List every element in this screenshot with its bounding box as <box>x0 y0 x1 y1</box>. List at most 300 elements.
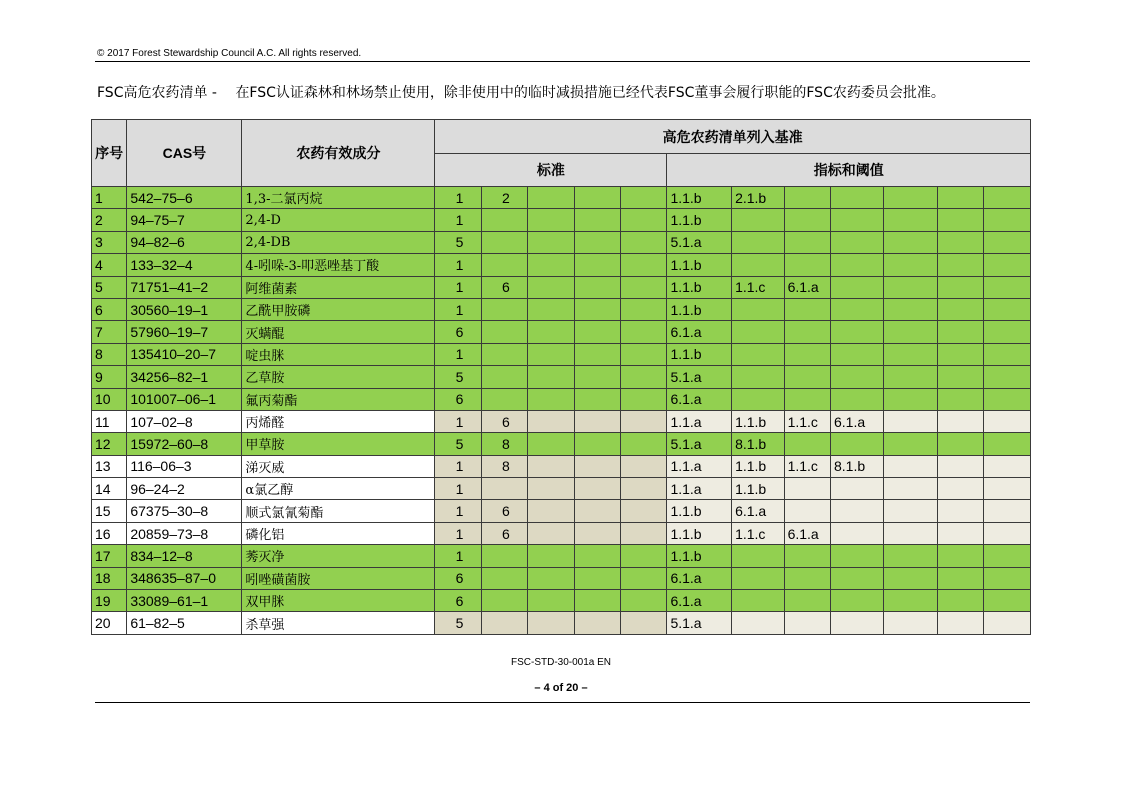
ingredient-name: 莠灭净 <box>242 545 435 567</box>
ingredient-name: 啶虫脒 <box>242 343 435 365</box>
standard-cell <box>621 298 667 320</box>
standard-cell <box>528 276 574 298</box>
standard-cell <box>574 343 620 365</box>
indicator-cell <box>938 231 984 253</box>
standard-cell <box>574 298 620 320</box>
indicator-cell <box>732 321 785 343</box>
standard-cell <box>574 366 620 388</box>
table-row <box>92 187 1031 209</box>
indicator-cell <box>984 187 1031 209</box>
indicator-cell: 1.1.b <box>667 276 732 298</box>
table-row <box>92 343 1031 365</box>
indicator-cell: 1.1.c <box>784 410 830 432</box>
standard-cell <box>621 231 667 253</box>
indicator-cell <box>938 545 984 567</box>
table-row <box>92 298 1031 320</box>
indicator-cell: 1.1.b <box>732 478 785 500</box>
standard-cell <box>621 343 667 365</box>
standard-cell <box>621 545 667 567</box>
indicator-cell <box>831 231 884 253</box>
indicator-cell: 6.1.a <box>784 522 830 544</box>
standard-cell <box>528 590 574 612</box>
indicator-cell <box>883 187 938 209</box>
indicator-cell: 8.1.b <box>732 433 785 455</box>
indicator-cell: 1.1.a <box>667 478 732 500</box>
standard-cell: 6 <box>481 522 527 544</box>
table-row <box>92 231 1031 253</box>
indicator-cell <box>938 478 984 500</box>
indicator-cell <box>938 298 984 320</box>
standard-cell <box>621 500 667 522</box>
cas-number: 34256–82–1 <box>127 366 242 388</box>
standard-cell <box>574 187 620 209</box>
standard-cell: 1 <box>435 545 481 567</box>
indicator-cell: 1.1.b <box>667 187 732 209</box>
indicator-cell <box>938 612 984 634</box>
cas-number: 135410–20–7 <box>127 343 242 365</box>
indicator-cell <box>831 522 884 544</box>
indicator-cell <box>831 612 884 634</box>
indicator-cell <box>831 545 884 567</box>
indicator-cell <box>831 254 884 276</box>
indicator-cell <box>984 321 1031 343</box>
row-number: 20 <box>92 612 127 634</box>
row-number: 11 <box>92 410 127 432</box>
standard-cell <box>574 478 620 500</box>
indicator-cell: 8.1.b <box>831 455 884 477</box>
standard-cell <box>574 231 620 253</box>
indicator-cell <box>984 545 1031 567</box>
standard-cell: 1 <box>435 298 481 320</box>
document-code: FSC-STD-30-001a EN <box>510 657 612 668</box>
header-criteria-group: 高危农药清单列入基准 <box>435 120 1031 154</box>
indicator-cell <box>883 410 938 432</box>
standard-cell <box>574 388 620 410</box>
cas-number: 116–06–3 <box>127 455 242 477</box>
indicator-cell <box>938 187 984 209</box>
indicator-cell <box>831 366 884 388</box>
ingredient-name: 2,4-D <box>242 209 435 231</box>
indicator-cell <box>732 567 785 589</box>
table-row <box>92 366 1031 388</box>
indicator-cell <box>883 209 938 231</box>
indicator-cell <box>784 478 830 500</box>
indicator-cell <box>784 433 830 455</box>
standard-cell: 1 <box>435 500 481 522</box>
cas-number: 94–75–7 <box>127 209 242 231</box>
standard-cell <box>481 366 527 388</box>
footer-divider <box>95 702 1030 703</box>
indicator-cell <box>938 276 984 298</box>
indicator-cell <box>784 187 830 209</box>
indicator-cell: 1.1.c <box>784 455 830 477</box>
indicator-cell: 1.1.b <box>667 209 732 231</box>
indicator-cell <box>831 590 884 612</box>
cas-number: 67375–30–8 <box>127 500 242 522</box>
standard-cell <box>621 388 667 410</box>
indicator-cell <box>984 478 1031 500</box>
standard-cell <box>621 522 667 544</box>
standard-cell <box>621 567 667 589</box>
indicator-cell: 5.1.a <box>667 231 732 253</box>
indicator-cell <box>883 343 938 365</box>
row-number: 5 <box>92 276 127 298</box>
standard-cell <box>621 187 667 209</box>
indicator-cell <box>784 321 830 343</box>
indicator-cell <box>938 522 984 544</box>
indicator-cell <box>883 455 938 477</box>
standard-cell <box>621 321 667 343</box>
indicator-cell <box>732 254 785 276</box>
indicator-cell <box>831 276 884 298</box>
standard-cell <box>528 343 574 365</box>
indicator-cell <box>784 612 830 634</box>
standard-cell <box>528 545 574 567</box>
indicator-cell <box>984 366 1031 388</box>
ingredient-name: 乙草胺 <box>242 366 435 388</box>
ingredient-name: 2,4-DB <box>242 231 435 253</box>
standard-cell <box>528 433 574 455</box>
indicator-cell <box>883 388 938 410</box>
indicator-cell <box>883 567 938 589</box>
indicator-cell <box>938 590 984 612</box>
standard-cell <box>621 478 667 500</box>
row-number: 8 <box>92 343 127 365</box>
standard-cell: 1 <box>435 522 481 544</box>
standard-cell <box>481 254 527 276</box>
table-row <box>92 478 1031 500</box>
cas-number: 30560–19–1 <box>127 298 242 320</box>
standard-cell <box>528 366 574 388</box>
indicator-cell <box>984 455 1031 477</box>
cas-number: 33089–61–1 <box>127 590 242 612</box>
standard-cell <box>481 231 527 253</box>
standard-cell <box>528 298 574 320</box>
indicator-cell <box>732 612 785 634</box>
standard-cell <box>528 612 574 634</box>
table-row <box>92 254 1031 276</box>
standard-cell <box>481 590 527 612</box>
indicator-cell <box>831 388 884 410</box>
indicator-cell <box>938 567 984 589</box>
ingredient-name: 1,3-二氯丙烷 <box>242 187 435 209</box>
standard-cell: 5 <box>435 612 481 634</box>
standard-cell <box>574 433 620 455</box>
indicator-cell <box>831 209 884 231</box>
cas-number: 834–12–8 <box>127 545 242 567</box>
standard-cell <box>621 433 667 455</box>
indicator-cell <box>732 590 785 612</box>
indicator-cell <box>938 455 984 477</box>
standard-cell <box>528 455 574 477</box>
indicator-cell <box>831 187 884 209</box>
indicator-cell <box>883 254 938 276</box>
standard-cell: 1 <box>435 276 481 298</box>
cas-number: 57960–19–7 <box>127 321 242 343</box>
indicator-cell: 1.1.b <box>667 500 732 522</box>
ingredient-name: 双甲脒 <box>242 590 435 612</box>
indicator-cell <box>984 231 1031 253</box>
indicator-cell <box>938 254 984 276</box>
standard-cell <box>528 567 574 589</box>
cas-number: 101007–06–1 <box>127 388 242 410</box>
indicator-cell: 1.1.b <box>667 298 732 320</box>
row-number: 3 <box>92 231 127 253</box>
standard-cell <box>481 478 527 500</box>
row-number: 14 <box>92 478 127 500</box>
indicator-cell <box>883 321 938 343</box>
standard-cell: 1 <box>435 455 481 477</box>
indicator-cell: 6.1.a <box>667 567 732 589</box>
indicator-cell <box>732 231 785 253</box>
standard-cell <box>574 209 620 231</box>
hazardous-pesticides-table <box>91 119 1031 635</box>
indicator-cell <box>883 276 938 298</box>
indicator-cell <box>784 209 830 231</box>
indicator-cell: 6.1.a <box>732 500 785 522</box>
row-number: 18 <box>92 567 127 589</box>
indicator-cell <box>784 388 830 410</box>
indicator-cell <box>938 410 984 432</box>
standard-cell <box>574 590 620 612</box>
indicator-cell <box>831 321 884 343</box>
standard-cell <box>528 209 574 231</box>
indicator-cell <box>984 276 1031 298</box>
header-indicators: 指标和阈值 <box>667 154 1031 187</box>
standard-cell <box>481 298 527 320</box>
indicator-cell <box>984 567 1031 589</box>
cas-number: 348635–87–0 <box>127 567 242 589</box>
indicator-cell: 1.1.c <box>732 276 785 298</box>
standard-cell <box>481 567 527 589</box>
ingredient-name: α氯乙醇 <box>242 478 435 500</box>
indicator-cell <box>883 590 938 612</box>
standard-cell <box>528 500 574 522</box>
table-row <box>92 545 1031 567</box>
row-number: 13 <box>92 455 127 477</box>
standard-cell <box>528 522 574 544</box>
standard-cell <box>621 590 667 612</box>
row-number: 19 <box>92 590 127 612</box>
indicator-cell <box>984 298 1031 320</box>
indicator-cell: 6.1.a <box>667 321 732 343</box>
indicator-cell <box>831 298 884 320</box>
standard-cell <box>574 567 620 589</box>
standard-cell: 6 <box>435 590 481 612</box>
standard-cell <box>528 231 574 253</box>
row-number: 2 <box>92 209 127 231</box>
row-number: 4 <box>92 254 127 276</box>
indicator-cell <box>784 254 830 276</box>
standard-cell <box>481 209 527 231</box>
ingredient-name: 氟丙菊酯 <box>242 388 435 410</box>
cas-number: 96–24–2 <box>127 478 242 500</box>
standard-cell <box>574 455 620 477</box>
indicator-cell: 1.1.b <box>732 410 785 432</box>
indicator-cell <box>883 522 938 544</box>
indicator-cell <box>831 478 884 500</box>
indicator-cell <box>784 343 830 365</box>
indicator-cell: 2.1.b <box>732 187 785 209</box>
standard-cell: 1 <box>435 187 481 209</box>
indicator-cell: 1.1.b <box>667 254 732 276</box>
indicator-cell: 1.1.a <box>667 455 732 477</box>
ingredient-name: 甲草胺 <box>242 433 435 455</box>
header-standard: 标准 <box>435 154 667 187</box>
header-no: 序号 <box>92 120 127 187</box>
indicator-cell <box>984 388 1031 410</box>
standard-cell <box>574 612 620 634</box>
indicator-cell: 5.1.a <box>667 612 732 634</box>
standard-cell <box>574 500 620 522</box>
row-number: 16 <box>92 522 127 544</box>
indicator-cell: 1.1.b <box>732 455 785 477</box>
indicator-cell <box>883 366 938 388</box>
cas-number: 61–82–5 <box>127 612 242 634</box>
standard-cell <box>574 410 620 432</box>
cas-number: 15972–60–8 <box>127 433 242 455</box>
indicator-cell <box>938 500 984 522</box>
cas-number: 542–75–6 <box>127 187 242 209</box>
table-row <box>92 410 1031 432</box>
standard-cell: 1 <box>435 209 481 231</box>
indicator-cell <box>732 388 785 410</box>
standard-cell <box>481 321 527 343</box>
indicator-cell <box>984 590 1031 612</box>
ingredient-name: 涕灭威 <box>242 455 435 477</box>
standard-cell <box>481 388 527 410</box>
header-cas: CAS号 <box>127 120 242 187</box>
indicator-cell <box>984 433 1031 455</box>
standard-cell: 6 <box>435 567 481 589</box>
ingredient-name: 阿维菌素 <box>242 276 435 298</box>
standard-cell <box>528 254 574 276</box>
standard-cell <box>481 343 527 365</box>
indicator-cell <box>831 567 884 589</box>
ingredient-name: 丙烯醛 <box>242 410 435 432</box>
ingredient-name: 4-吲哚-3-叩恶唑基丁酸 <box>242 254 435 276</box>
indicator-cell <box>984 500 1031 522</box>
standard-cell: 2 <box>481 187 527 209</box>
intro-text: 在FSC认证森林和林场禁止使用，除非使用中的临时减损措施已经代表FSC董事会履行职能的FSC农药委员会批准。 <box>235 85 945 101</box>
page-number: – 4 of 20 – <box>534 682 588 694</box>
standard-cell: 6 <box>435 388 481 410</box>
indicator-cell: 1.1.b <box>667 343 732 365</box>
indicator-cell <box>984 343 1031 365</box>
ingredient-name: 杀草强 <box>242 612 435 634</box>
indicator-cell <box>732 366 785 388</box>
row-number: 12 <box>92 433 127 455</box>
indicator-cell <box>732 298 785 320</box>
table-row <box>92 500 1031 522</box>
intro-paragraph <box>97 82 945 102</box>
standard-cell: 5 <box>435 231 481 253</box>
standard-cell <box>528 187 574 209</box>
indicator-cell <box>784 567 830 589</box>
standard-cell <box>621 276 667 298</box>
cas-number: 94–82–6 <box>127 231 242 253</box>
standard-cell <box>574 522 620 544</box>
indicator-cell <box>938 433 984 455</box>
standard-cell: 5 <box>435 366 481 388</box>
standard-cell <box>574 321 620 343</box>
standard-cell: 6 <box>481 500 527 522</box>
standard-cell <box>574 276 620 298</box>
standard-cell <box>481 545 527 567</box>
standard-cell <box>621 254 667 276</box>
table-row <box>92 321 1031 343</box>
table-row <box>92 433 1031 455</box>
standard-cell: 1 <box>435 410 481 432</box>
indicator-cell <box>984 612 1031 634</box>
indicator-cell <box>984 254 1031 276</box>
indicator-cell <box>831 433 884 455</box>
table-row <box>92 567 1031 589</box>
row-number: 1 <box>92 187 127 209</box>
indicator-cell <box>784 366 830 388</box>
indicator-cell <box>784 545 830 567</box>
standard-cell: 1 <box>435 254 481 276</box>
indicator-cell <box>984 209 1031 231</box>
row-number: 10 <box>92 388 127 410</box>
ingredient-name: 顺式氯氰菊酯 <box>242 500 435 522</box>
indicator-cell: 6.1.a <box>831 410 884 432</box>
indicator-cell <box>883 433 938 455</box>
indicator-cell: 6.1.a <box>667 388 732 410</box>
row-number: 7 <box>92 321 127 343</box>
row-number: 17 <box>92 545 127 567</box>
row-number: 6 <box>92 298 127 320</box>
standard-cell: 5 <box>435 433 481 455</box>
indicator-cell <box>784 500 830 522</box>
standard-cell <box>621 455 667 477</box>
intro-title: FSC高危农药清单 - <box>97 85 217 101</box>
indicator-cell <box>938 388 984 410</box>
indicator-cell <box>831 500 884 522</box>
standard-cell <box>528 388 574 410</box>
indicator-cell: 1.1.a <box>667 410 732 432</box>
indicator-cell: 6.1.a <box>667 590 732 612</box>
indicator-cell <box>938 321 984 343</box>
standard-cell: 1 <box>435 343 481 365</box>
indicator-cell: 5.1.a <box>667 366 732 388</box>
indicator-cell <box>732 209 785 231</box>
indicator-cell <box>883 298 938 320</box>
indicator-cell: 5.1.a <box>667 433 732 455</box>
table-row <box>92 276 1031 298</box>
ingredient-name: 灭螨醌 <box>242 321 435 343</box>
standard-cell <box>621 410 667 432</box>
standard-cell <box>621 209 667 231</box>
standard-cell: 6 <box>435 321 481 343</box>
indicator-cell <box>883 231 938 253</box>
indicator-cell <box>784 231 830 253</box>
indicator-cell <box>784 298 830 320</box>
copyright-notice: © 2017 Forest Stewardship Council A.C. All rights reserved. <box>97 48 362 59</box>
standard-cell: 8 <box>481 455 527 477</box>
indicator-cell <box>732 343 785 365</box>
standard-cell <box>574 254 620 276</box>
table-row <box>92 590 1031 612</box>
standard-cell <box>621 366 667 388</box>
table-row <box>92 388 1031 410</box>
header-ingredient: 农药有效成分 <box>242 120 435 187</box>
standard-cell: 6 <box>481 410 527 432</box>
cas-number: 71751–41–2 <box>127 276 242 298</box>
table-row <box>92 612 1031 634</box>
standard-cell <box>528 321 574 343</box>
table-row <box>92 209 1031 231</box>
